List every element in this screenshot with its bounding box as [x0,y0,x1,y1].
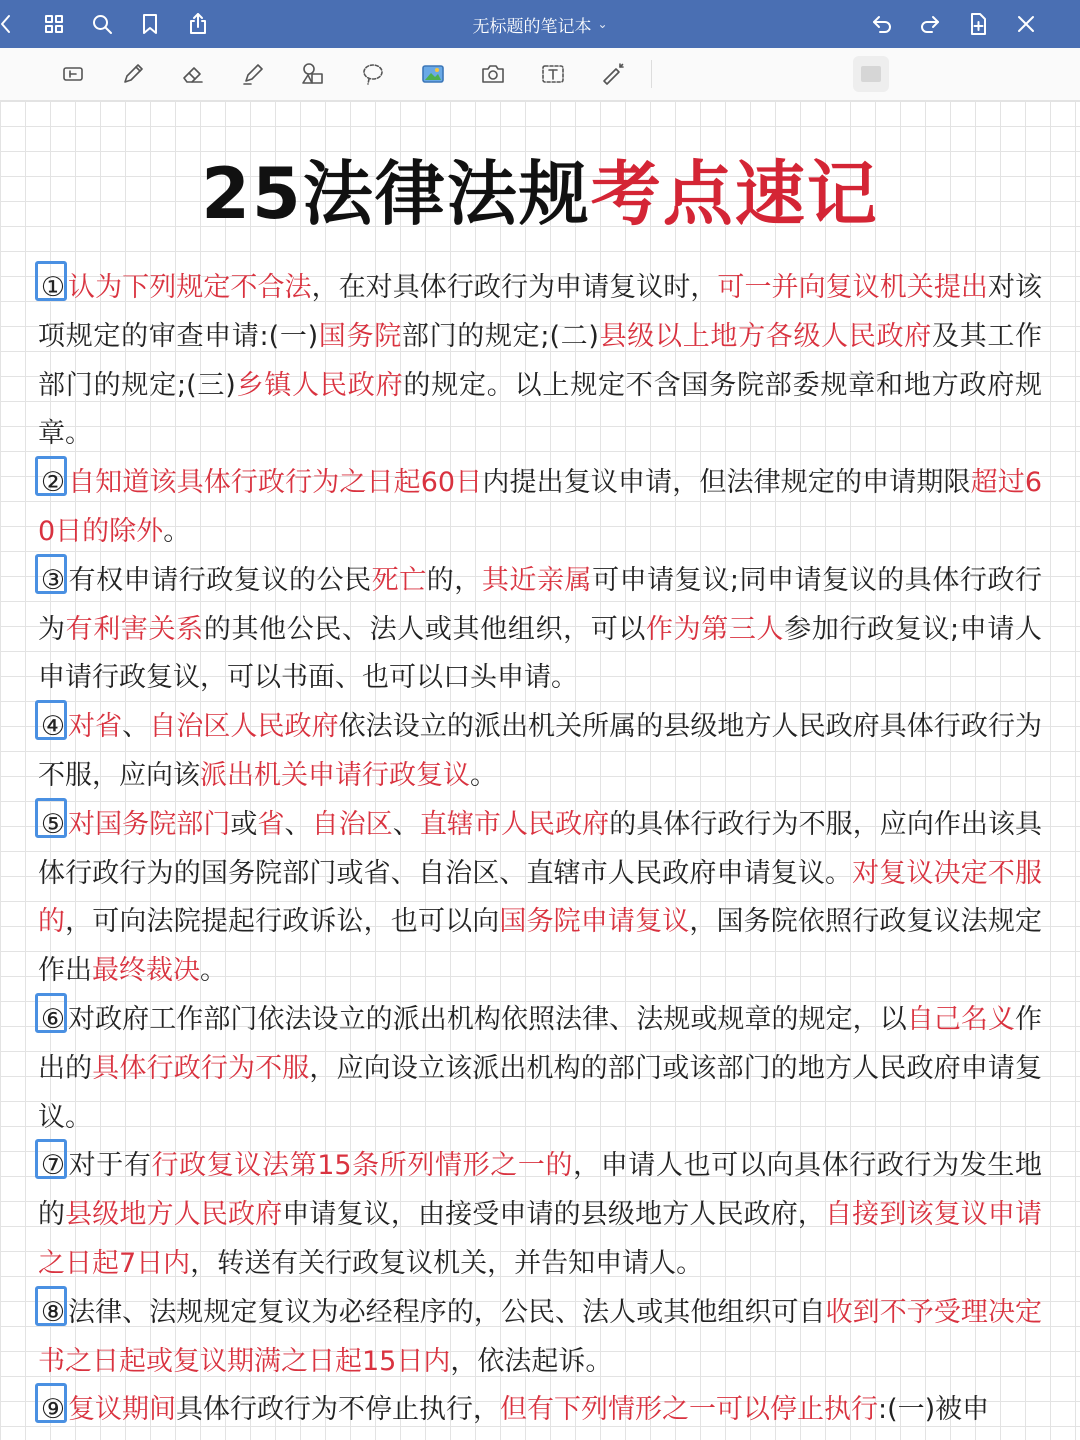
camera-icon[interactable] [475,57,511,91]
undo-icon[interactable] [866,8,898,40]
note-text: ，转送有关行政复议机关，并告知申请人。 [190,1247,704,1279]
item-number-badge: ③ [38,557,68,606]
note-text: 对政府工作部门依法设立的派出机构依照法律、法规或规章的规定，以 [68,1003,907,1035]
highlighted-text: 对国务院部门 [68,808,231,840]
note-text: ，在对具体行政行为申请复议时， [311,272,718,303]
note-text: 或 [230,808,258,840]
share-icon[interactable] [182,8,214,40]
image-icon[interactable] [415,57,451,91]
note-text: ，国务院依照行政复议法规定作出 [38,906,1043,987]
note-text: 对该项规定的审查申请:(一) [38,272,1043,352]
note-item [38,459,1042,557]
page-heading [0,152,1080,236]
highlighted-text: 直辖市人民政府 [419,808,610,840]
note-text: 可申请复议;同申请复议的具体行政行为 [38,564,1043,645]
notebook-title: 无标题的笔记本 [472,16,592,37]
toolbar-divider [651,60,652,88]
notebook-title-dropdown[interactable] [472,12,607,37]
highlighted-text: 认为下列规定不合法 [68,272,312,303]
note-text: 对于有 [68,1150,152,1182]
highlighted-text: 死亡 [371,564,427,596]
top-bar [0,0,1080,48]
grid-icon[interactable] [38,8,70,40]
highlighted-text: 县级地方人民政府 [65,1199,283,1231]
highlighted-text: 乡镇人民政府 [235,369,404,401]
item-number-badge: ② [38,459,68,508]
note-text: 部门的规定;(二) [401,320,599,352]
item-number-badge: ⑨ [38,1386,68,1435]
heading-red-part: 考点速记 [590,153,879,235]
highlighted-text: 最终裁决 [92,955,200,987]
back-chevron-icon[interactable] [0,8,22,40]
lasso-icon[interactable] [355,57,391,91]
highlighted-text: 对省 [68,711,123,743]
note-text: ，应向设立该派出机构的部门或该部门的地方人民政府申请复议。 [38,1052,1043,1133]
highlighted-text: 具体行政行为不服 [92,1052,310,1084]
item-number-badge: ⑤ [38,801,68,850]
item-number-badge: ④ [38,703,68,752]
highlighted-text: 但有下列情形之一可以停止执行 [500,1394,878,1426]
highlighted-text: 省 [257,808,285,840]
laser-pointer-icon[interactable] [595,57,631,91]
highlighted-text: 超过60日的除外 [38,467,1043,547]
highlighted-text: 自己名义 [906,1003,1016,1035]
note-text: ，申请人也可以向具体行政行为发生地的 [38,1150,1043,1231]
note-item [38,801,1042,996]
note-text: ，依法起诉。 [450,1345,613,1377]
eraser-icon[interactable] [175,57,211,91]
note-item [38,557,1042,703]
note-text: 。 [163,515,191,547]
note-text: ，可向法院提起行政诉讼，也可以向 [65,906,500,938]
highlighted-text: 收到不予受理决定书之日起或复议期满之日起15日内 [38,1296,1043,1377]
note-item [38,1386,1042,1435]
search-icon[interactable] [86,8,118,40]
highlighter-icon[interactable] [235,57,271,91]
close-icon[interactable] [1010,8,1042,40]
highlighted-text: 派出机关申请行政复议 [200,759,470,791]
heading-black-part: 25法律法规 [201,153,591,235]
highlighted-text: 复议期间 [68,1394,176,1426]
shapes-icon[interactable] [295,57,331,91]
note-text: 申请复议，由接受申请的县级地方人民政府， [282,1199,826,1231]
note-text: 作出的 [38,1003,1043,1084]
pen-icon[interactable] [115,57,151,91]
note-item [38,996,1042,1142]
item-number-badge: ⑧ [38,1289,68,1338]
note-text: 依法设立的派出机关所属的县级地方人民政府具体行政行为不服，应向该 [38,711,1043,791]
note-item [38,1289,1042,1387]
highlighted-text: 对复议决定不服的 [38,857,1043,938]
highlighted-text: 可一并向复议机关提出 [717,272,988,303]
item-number-badge: ⑥ [38,996,68,1045]
drawing-toolbar [0,48,1080,101]
highlighted-text: 作为第三人 [646,613,785,645]
add-page-icon[interactable] [962,8,994,40]
note-text: 的其他公民、法人或其他组织，可以 [203,613,647,645]
item-number-badge: ⑦ [38,1142,68,1191]
note-text: 的， [426,564,482,596]
note-text: 有权申请行政复议的公民 [68,564,372,596]
highlighted-text: 自治区 [311,808,393,840]
note-text: 具体行政行为不停止执行， [176,1394,500,1426]
highlighted-text: 国务院申请复议 [499,906,690,938]
chevron-down-icon: ⌄ [597,17,608,31]
note-text: 及其工作部门的规定;(三) [38,320,1043,401]
note-item [38,703,1042,801]
note-text: :(一)被申 [878,1394,990,1426]
note-text: 。 [200,955,227,987]
highlighted-text: 自接到该复议申请之日起7日内 [38,1199,1043,1279]
highlighted-text: 其近亲属 [481,564,593,596]
highlighted-text: 自治区人民政府 [149,711,339,743]
note-text: 参加行政复议;申请人申请行政复议，可以书面、也可以口头申请。 [38,613,1043,694]
highlighted-text: 自知道该具体行政行为之日起60日 [68,467,483,499]
image-placeholder-icon[interactable] [853,56,889,92]
note-text: 内提出复议申请，但法律规定的申请期限 [482,467,971,499]
note-text: 、 [392,808,420,840]
note-text: 的具体行政行为不服，应向作出该具体行政行为的国务院部门或省、自治区、直辖市人民政府申请复议。 [38,808,1043,889]
text-box-icon[interactable] [535,57,571,91]
highlighted-text: 国务院 [318,320,402,352]
lasso-select-icon[interactable] [55,57,91,91]
note-text: 。 [470,759,497,791]
highlighted-text: 行政复议法第15条所列情形之一的 [151,1150,574,1182]
note-text: 、 [122,711,150,743]
item-number-badge: ① [38,264,68,313]
note-item [38,1142,1042,1288]
note-text: 法律、法规规定复议为必经程序的，公民、法人或其他组织可自 [68,1296,826,1328]
bookmark-icon[interactable] [134,8,166,40]
note-text: 、 [284,808,312,840]
redo-icon[interactable] [914,8,946,40]
highlighted-text: 县级以上地方各级人民政府 [598,320,932,352]
highlighted-text: 有利害关系 [65,613,204,645]
note-text: 的规定。以上规定不含国务院部委规章和地方政府规章。 [38,369,1043,450]
note-item [38,264,1042,459]
note-list [38,264,1042,1435]
